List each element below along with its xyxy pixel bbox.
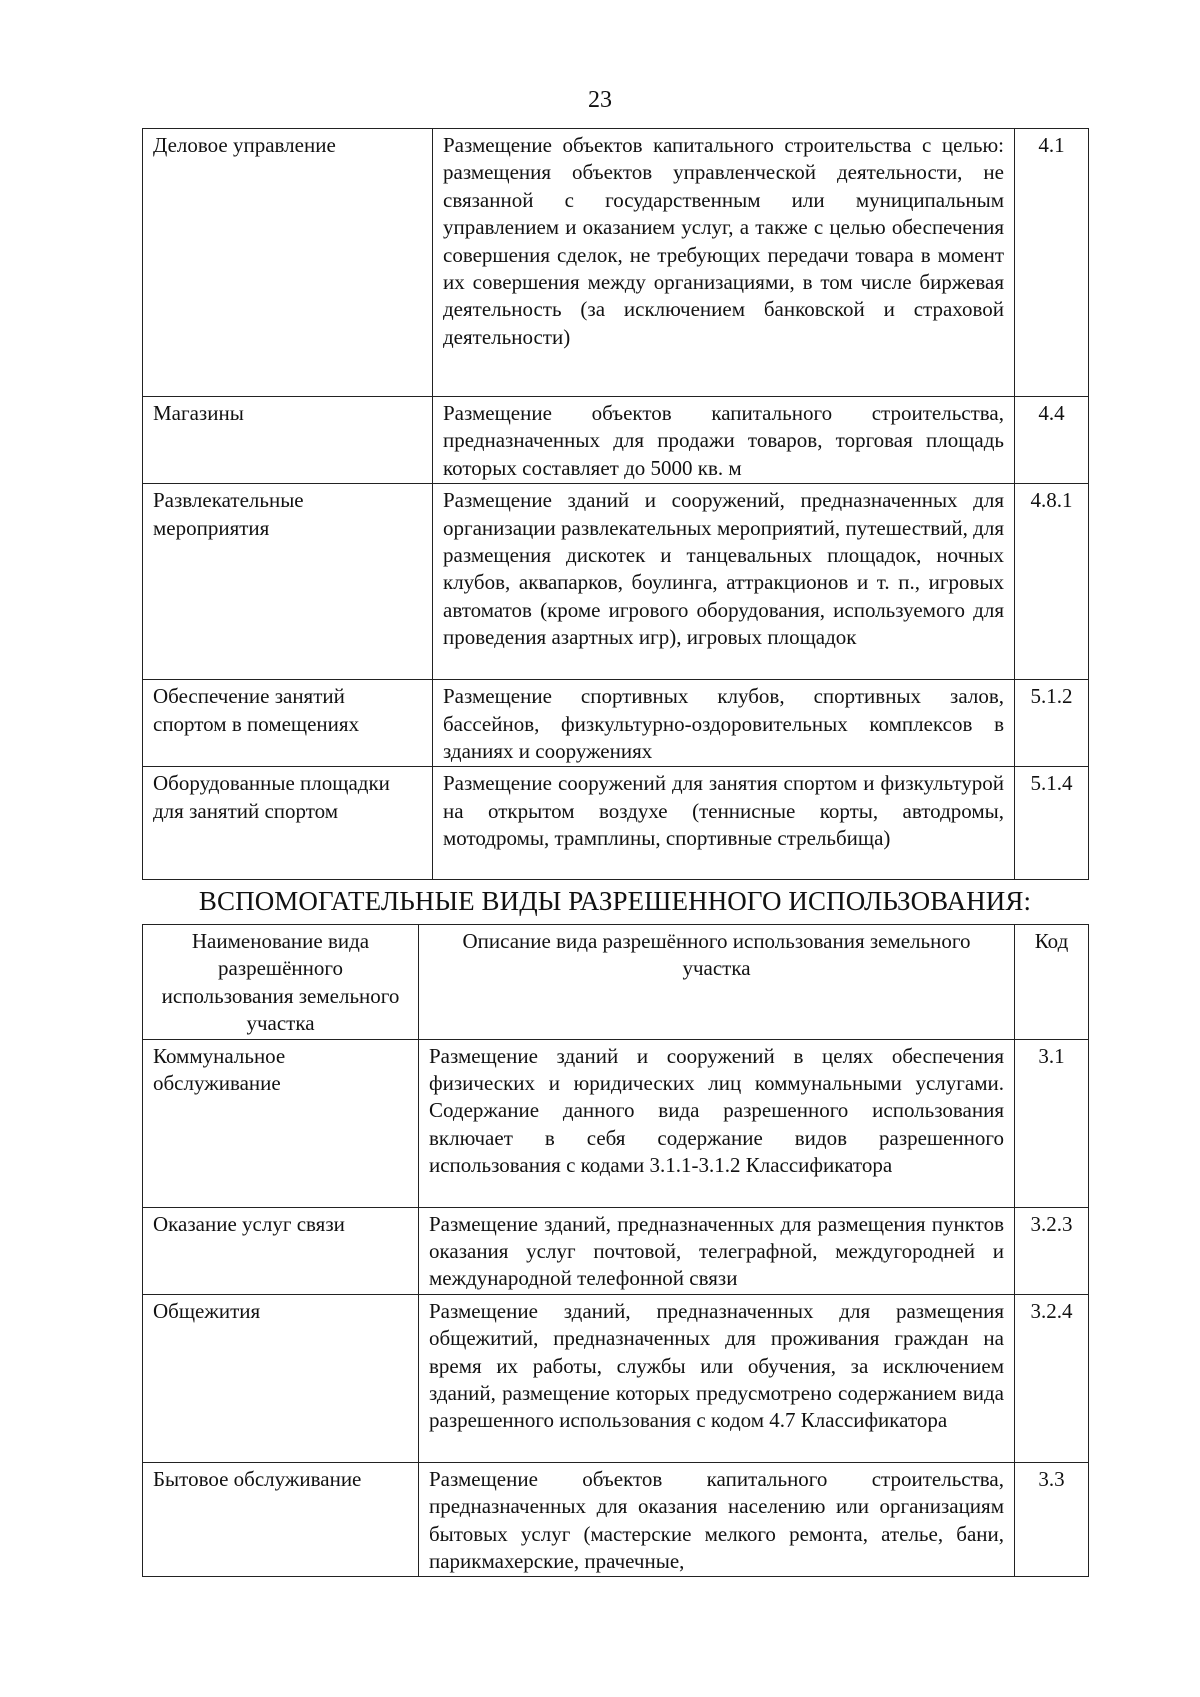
use-name: Коммунальное обслуживание — [143, 1039, 419, 1207]
table-header-row — [143, 925, 1089, 1040]
main-land-use-table — [142, 128, 1089, 880]
use-description: Размещение спортивных клубов, спортивных залов, бассейнов, физкультурно-оздоровительных комплексов в зданиях и сооружениях — [433, 680, 1015, 767]
use-code: 3.3 — [1015, 1462, 1089, 1577]
page-number: 23 — [588, 87, 612, 113]
auxiliary-land-use-table — [142, 924, 1089, 1577]
use-name: Магазины — [143, 397, 433, 484]
use-code: 3.2.3 — [1015, 1207, 1089, 1294]
use-description: Размещение зданий и сооружений в целях обеспечения физических и юридических лиц коммунальными услугами. Содержание данного вида разрешенного использования включает в себя содержание видов разрешенного использования с кодами 3.1.1-3.1.2 Классификатора — [419, 1039, 1015, 1207]
column-header-description: Описание вида разрешённого использования земельного участка — [419, 925, 1015, 1040]
table-row — [143, 397, 1089, 484]
use-code: 3.2.4 — [1015, 1294, 1089, 1462]
table-row — [143, 1039, 1089, 1207]
use-code: 4.8.1 — [1015, 484, 1089, 680]
table-row — [143, 484, 1089, 680]
use-code: 5.1.4 — [1015, 767, 1089, 880]
table-row — [143, 1207, 1089, 1294]
table-row — [143, 680, 1089, 767]
use-name: Деловое управление — [143, 129, 433, 397]
use-code: 3.1 — [1015, 1039, 1089, 1207]
column-header-name: Наименование вида разрешённого использования земельного участка — [143, 925, 419, 1040]
use-description: Размещение зданий, предназначенных для размещения общежитий, предназначенных для проживания граждан на время их работы, службы или обучения, за исключением зданий, размещение которых предусмотрено содержанием вида разрешенного использования с кодом 4.7 Классификатора — [419, 1294, 1015, 1462]
use-name: Бытовое обслуживание — [143, 1462, 419, 1577]
use-description: Размещение сооружений для занятия спортом и физкультурой на открытом воздухе (теннисные корты, автодромы, мотодромы, трамплины, спортивные стрельбища) — [433, 767, 1015, 880]
use-description: Размещение зданий, предназначенных для размещения пунктов оказания услуг почтовой, телеграфной, междугородней и международной телефонной связи — [419, 1207, 1015, 1294]
use-name: Обеспечение занятий спортом в помещениях — [143, 680, 433, 767]
use-name: Общежития — [143, 1294, 419, 1462]
use-code: 5.1.2 — [1015, 680, 1089, 767]
use-name: Оборудованные площадки для занятий спортом — [143, 767, 433, 880]
use-description: Размещение объектов капитального строительства, предназначенных для оказания населению или организациям бытовых услуг (мастерские мелкого ремонта, ателье, бани, парикмахерские, прачечные, — [419, 1462, 1015, 1577]
use-description: Размещение объектов капитального строительства, предназначенных для продажи товаров, торговая площадь которых составляет до 5000 кв. м — [433, 397, 1015, 484]
table-row — [143, 1462, 1089, 1577]
table-row — [143, 767, 1089, 880]
use-code: 4.4 — [1015, 397, 1089, 484]
column-header-code: Код — [1015, 925, 1089, 1040]
table-row — [143, 1294, 1089, 1462]
use-name: Развлекательные мероприятия — [143, 484, 433, 680]
use-description: Размещение зданий и сооружений, предназначенных для организации развлекательных мероприятий, путешествий, для размещения дискотек и танцевальных площадок, ночных клубов, аквапарков, боулинга, аттракционов и т. п., игровых автоматов (кроме игрового оборудования, используемого для проведения азартных игр), игровых площадок — [433, 484, 1015, 680]
table-row — [143, 129, 1089, 397]
use-name: Оказание услуг связи — [143, 1207, 419, 1294]
use-description: Размещение объектов капитального строительства с целью: размещения объектов управленческой деятельности, не связанной с государственным или муниципальным управлением и оказанием услуг, а также с целью обеспечения совершения сделок, не требующих передачи товара в момент их совершения между организациями, в том числе биржевая деятельность (за исключением банковской и страховой деятельности) — [433, 129, 1015, 397]
auxiliary-section-title: ВСПОМОГАТЕЛЬНЫЕ ВИДЫ РАЗРЕШЕННОГО ИСПОЛЬЗОВАНИЯ: — [198, 886, 1032, 916]
use-code: 4.1 — [1015, 129, 1089, 397]
